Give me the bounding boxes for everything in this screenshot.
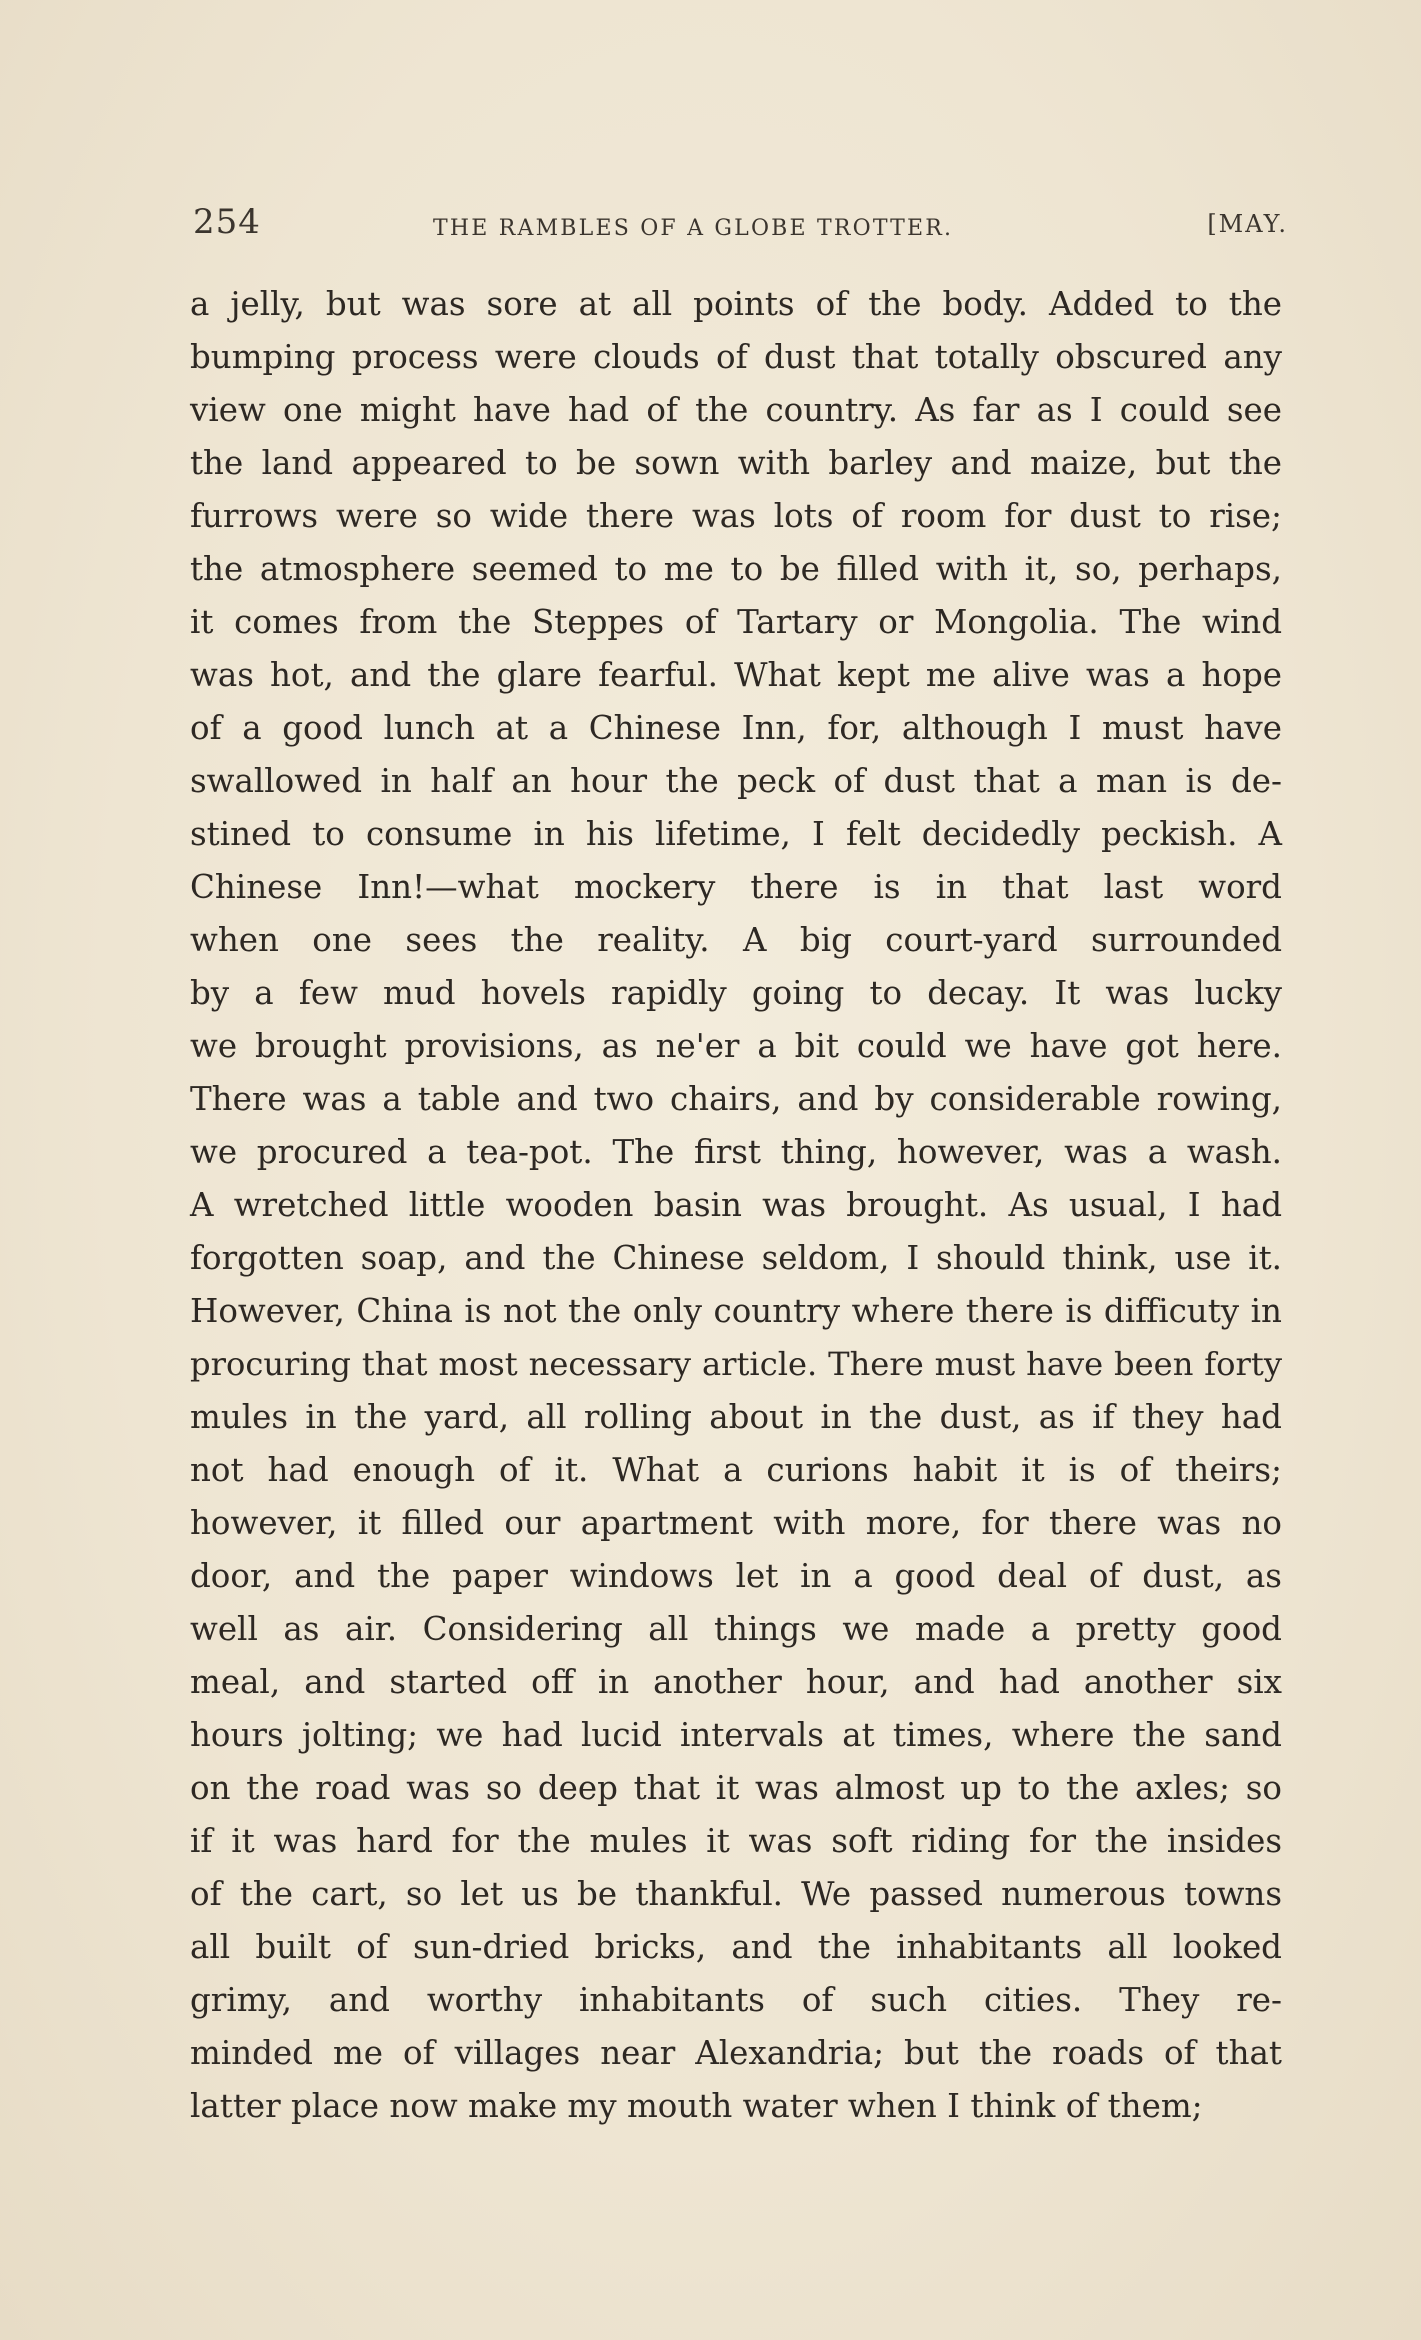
text-line: procuring that most necessary article. There must have been forty — [190, 1345, 1282, 1383]
body-text — [190, 278, 1282, 2133]
text-line: the land appeared to be sown with barley and maize, but the — [190, 444, 1282, 482]
text-line: all built of sun-dried bricks, and the inhabitants all looked — [190, 1928, 1282, 1966]
text-line: furrows were so wide there was lots of room for dust to rise; — [190, 497, 1282, 535]
text-line: door, and the paper windows let in a good deal of dust, as — [190, 1557, 1282, 1595]
running-title: THE RAMBLES OF A GLOBE TROTTER. — [433, 216, 954, 241]
text-line: by a few mud hovels rapidly going to decay. It was lucky — [190, 974, 1282, 1012]
text-line: latter place now make my mouth water when I think of them; — [190, 2087, 1203, 2125]
text-line: well as air. Considering all things we made a pretty good — [190, 1610, 1282, 1648]
text-line: swallowed in half an hour the peck of dust that a man is de- — [190, 762, 1282, 800]
text-line: it comes from the Steppes of Tartary or Mongolia. The wind — [190, 603, 1282, 641]
text-line: a jelly, but was sore at all points of the body. Added to the — [190, 285, 1282, 323]
text-line: Chinese Inn!—what mockery there is in that last word — [190, 868, 1282, 906]
text-line: view one might have had of the country. As far as I could see — [190, 391, 1282, 429]
text-line: stined to consume in his lifetime, I felt decidedly peckish. A — [190, 815, 1282, 853]
text-line: when one sees the reality. A big court-yard surrounded — [190, 921, 1282, 959]
text-line: However, China is not the only country where there is difficuty in — [190, 1292, 1282, 1330]
text-line: the atmosphere seemed to me to be filled with it, so, perhaps, — [190, 550, 1282, 588]
month-label: [MAY. — [1207, 210, 1288, 238]
text-line: not had enough of it. What a curions habit it is of theirs; — [190, 1451, 1282, 1489]
page-header — [193, 202, 1288, 252]
text-line: forgotten soap, and the Chinese seldom, I should think, use it. — [190, 1239, 1282, 1277]
text-line: of the cart, so let us be thankful. We passed numerous towns — [190, 1875, 1282, 1913]
text-line: we brought provisions, as ne'er a bit could we have got here. — [190, 1027, 1282, 1065]
page-number: 254 — [193, 202, 261, 242]
text-line: we procured a tea-pot. The first thing, however, was a wash. — [190, 1133, 1282, 1171]
text-line: bumping process were clouds of dust that totally obscured any — [190, 338, 1282, 376]
text-line: meal, and started off in another hour, and had another six — [190, 1663, 1282, 1701]
text-line: if it was hard for the mules it was soft riding for the insides — [190, 1822, 1282, 1860]
text-line: A wretched little wooden basin was brought. As usual, I had — [190, 1186, 1282, 1224]
text-line: There was a table and two chairs, and by considerable rowing, — [190, 1080, 1282, 1118]
text-line: was hot, and the glare fearful. What kept me alive was a hope — [190, 656, 1282, 694]
text-line: on the road was so deep that it was almost up to the axles; so — [190, 1769, 1282, 1807]
text-line: grimy, and worthy inhabitants of such cities. They re- — [190, 1981, 1282, 2019]
text-line: mules in the yard, all rolling about in the dust, as if they had — [190, 1398, 1282, 1436]
text-line: minded me of villages near Alexandria; but the roads of that — [190, 2034, 1282, 2072]
text-line: of a good lunch at a Chinese Inn, for, although I must have — [190, 709, 1282, 747]
text-line: however, it filled our apartment with more, for there was no — [190, 1504, 1282, 1542]
text-line: hours jolting; we had lucid intervals at times, where the sand — [190, 1716, 1282, 1754]
